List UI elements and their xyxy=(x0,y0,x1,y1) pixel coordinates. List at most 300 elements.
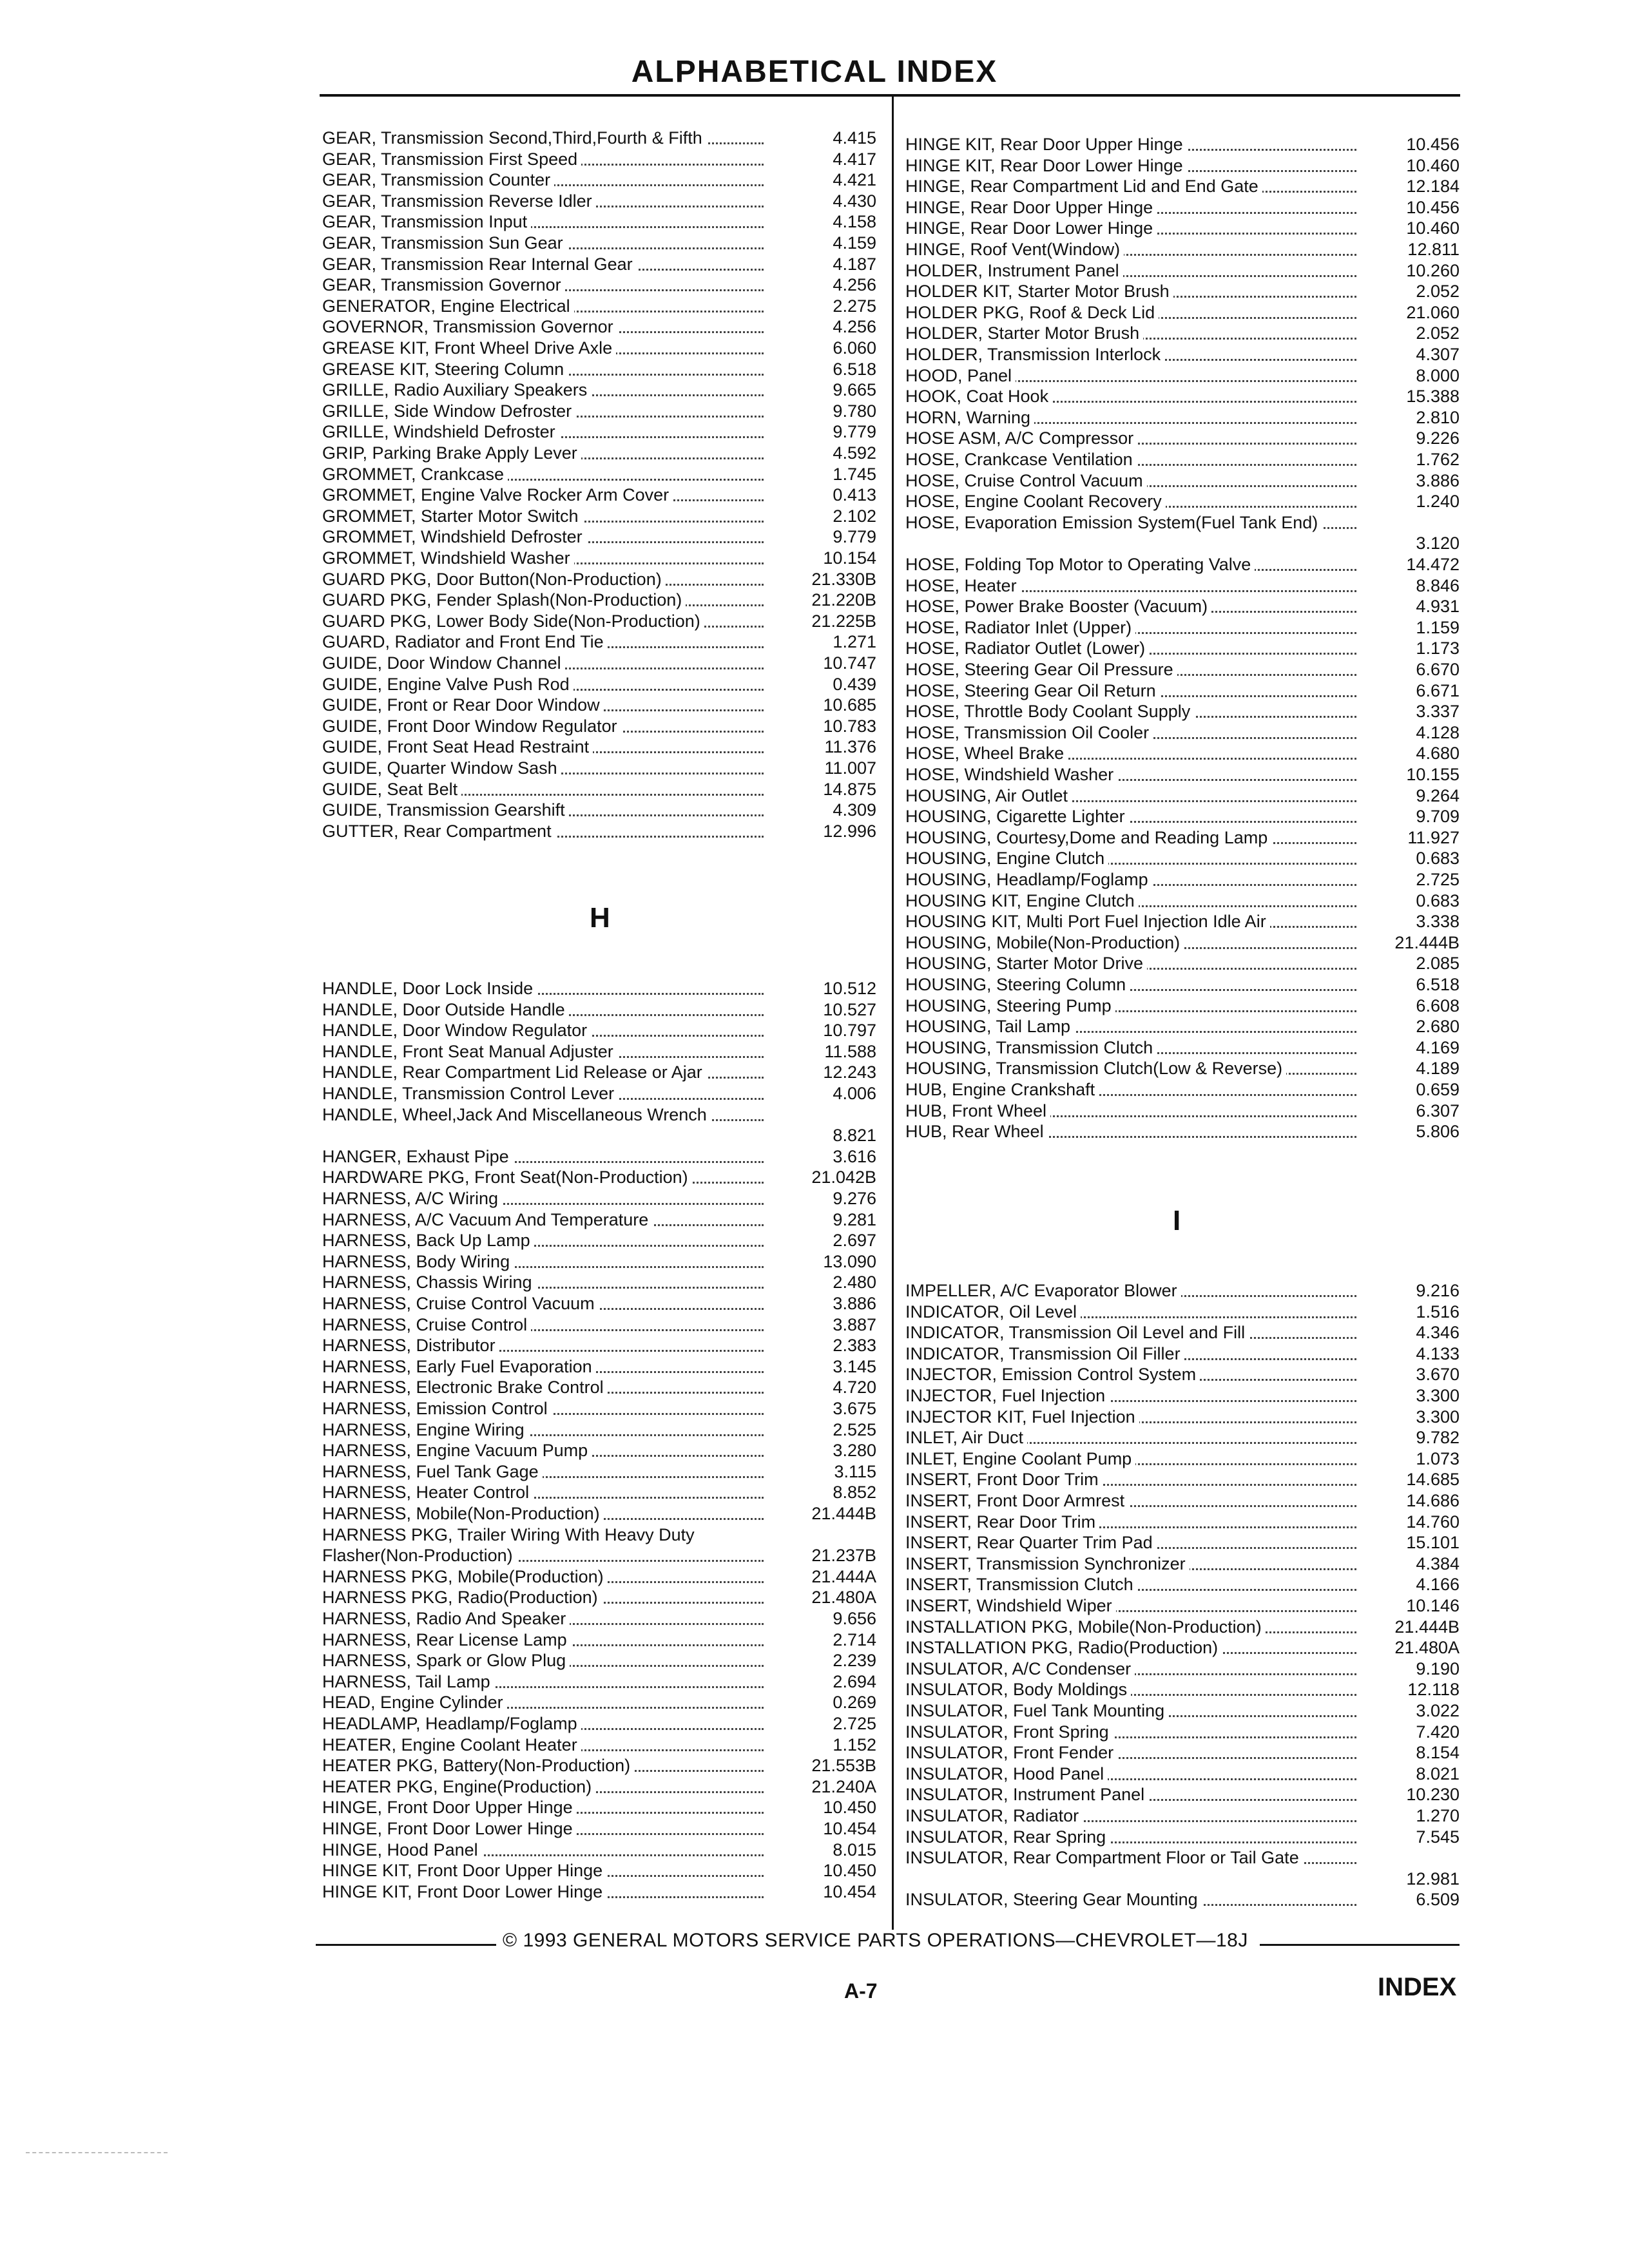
index-entry-name xyxy=(322,1020,764,1041)
index-entry-page: 2.694 xyxy=(833,1671,876,1691)
index-entry-page: 6.060 xyxy=(833,338,876,358)
index-entry-page: 10.456 xyxy=(1406,197,1460,217)
index-entry-text: GUIDE, Engine Valve Push Rod xyxy=(322,675,574,694)
index-entry-text: HARNESS, Mobile(Non-Production) xyxy=(322,1504,604,1523)
index-entry-name xyxy=(322,169,764,190)
index-entry-name xyxy=(322,1587,764,1608)
index-entry-page: 4.128 xyxy=(1416,722,1460,742)
index-entry-text: GEAR, Transmission Sun Gear xyxy=(322,233,567,253)
index-entry-name xyxy=(905,302,1356,323)
index-entry-name xyxy=(905,764,1356,785)
index-entry-text: GUIDE, Front Seat Head Restraint xyxy=(322,737,593,756)
index-entry-page: 10.783 xyxy=(823,716,876,736)
index-entry-text: HOUSING, Steering Column xyxy=(905,975,1130,994)
index-entry-name xyxy=(322,1840,764,1860)
index-entry-text: HOSE, Evaporation Emission System(Fuel Tank End) xyxy=(905,513,1322,532)
index-entry-name xyxy=(905,1532,1356,1553)
index-entry-name xyxy=(905,1700,1356,1721)
index-entry-page: 7.545 xyxy=(1416,1827,1460,1847)
index-entry-page: 4.384 xyxy=(1416,1553,1460,1573)
index-entry-page: 6.671 xyxy=(1416,680,1460,700)
index-entry-page: 9.709 xyxy=(1416,807,1460,827)
index-entry-name xyxy=(905,953,1356,974)
index-entry-name xyxy=(322,359,764,380)
index-entry-page: 1.745 xyxy=(833,464,876,484)
index-entry-name xyxy=(322,1692,764,1713)
index-entry-text: HOSE, Throttle Body Coolant Supply xyxy=(905,702,1194,721)
index-entry-name xyxy=(322,611,764,631)
index-entry-page: 11.007 xyxy=(824,758,876,778)
index-entry-name xyxy=(322,1629,764,1650)
index-entry-text: HARNESS, Engine Vacuum Pump xyxy=(322,1441,592,1460)
index-entry-name xyxy=(322,254,764,274)
index-entry-text: HOSE, Heater xyxy=(905,576,1021,595)
index-entry-name xyxy=(905,1722,1356,1742)
index-entry-name xyxy=(322,443,764,463)
index-entry-page: 13.090 xyxy=(823,1251,876,1271)
index-entry-page: 14.685 xyxy=(1406,1470,1460,1490)
index-entry-name xyxy=(905,1847,1356,1868)
index-entry-text: HARNESS, A/C Wiring xyxy=(322,1189,502,1208)
index-entry-text: HOSE, Steering Gear Oil Return xyxy=(905,681,1160,700)
index-entry-text: HUB, Engine Crankshaft xyxy=(905,1080,1099,1099)
index-entry-text: HARNESS, Distributor xyxy=(322,1336,499,1355)
index-entry-text: HANDLE, Wheel,Jack And Miscellaneous Wrench xyxy=(322,1105,711,1124)
index-entry-text: HOUSING, Air Outlet xyxy=(905,786,1072,805)
index-entry-text: HARNESS, Early Fuel Evaporation xyxy=(322,1357,596,1376)
index-entry-name xyxy=(322,653,764,673)
index-entry-text: INSULATOR, Front Spring xyxy=(905,1722,1113,1742)
index-entry-name xyxy=(905,218,1356,238)
index-entry-name xyxy=(905,575,1356,596)
index-entry-name xyxy=(905,1079,1356,1100)
index-entry-name xyxy=(905,911,1356,932)
index-entry-page: 21.444B xyxy=(1394,932,1460,952)
index-entry-text: HOSE, Wheel Brake xyxy=(905,744,1068,763)
index-entry xyxy=(322,1524,876,1566)
index-entry-name xyxy=(322,1356,764,1377)
index-entry-text: HARNESS, Body Wiring xyxy=(322,1252,514,1271)
index-entry-page: 12.996 xyxy=(823,821,876,841)
index-entry-page: 3.616 xyxy=(833,1146,876,1166)
index-entry-page: 2.697 xyxy=(833,1231,876,1251)
index-entry-page: 21.444A xyxy=(811,1566,876,1586)
index-entry-text: HOSE, Windshield Washer xyxy=(905,765,1117,784)
index-entry-name xyxy=(905,1763,1356,1784)
index-entry-name xyxy=(322,631,764,652)
index-entry-text: GUARD PKG, Lower Body Side(Non-Production) xyxy=(322,611,704,631)
index-entry-name xyxy=(322,674,764,695)
index-entry-page: 4.133 xyxy=(1416,1343,1460,1363)
index-entry-page: 15.388 xyxy=(1406,387,1460,407)
index-entry-text: HOSE, Folding Top Motor to Operating Valve xyxy=(905,555,1255,574)
index-entry-text: GUIDE, Transmission Gearshift xyxy=(322,800,569,820)
index-entry-name xyxy=(322,274,764,295)
index-entry-text: HINGE KIT, Rear Door Lower Hinge xyxy=(905,156,1187,175)
index-entry-text: GOVERNOR, Transmission Governor xyxy=(322,317,617,336)
index-entry-name xyxy=(905,512,1356,533)
index-entry-name xyxy=(322,1797,764,1818)
index-entry-text: INSERT, Transmission Clutch xyxy=(905,1575,1137,1594)
index-entry-text: HORN, Warning xyxy=(905,408,1034,427)
index-entry-page: 8.000 xyxy=(1416,365,1460,385)
index-entry-text: HINGE KIT, Rear Door Upper Hinge xyxy=(905,135,1187,154)
footer-copyright: © 1993 GENERAL MOTORS SERVICE PARTS OPERATIONS—CHEVROLET—18J xyxy=(503,1930,1248,1951)
index-entry-text: INSERT, Rear Door Trim xyxy=(905,1512,1099,1532)
index-entry-page: 8.154 xyxy=(1416,1743,1460,1763)
index-entry-name xyxy=(322,211,764,232)
index-entry-page: 10.460 xyxy=(1406,218,1460,238)
index-entry-text: HOLDER KIT, Starter Motor Brush xyxy=(905,282,1173,301)
index-entry-name xyxy=(905,1385,1356,1406)
index-entry-page: 3.886 xyxy=(833,1294,876,1313)
index-entry-name xyxy=(322,1713,764,1734)
index-entry-name xyxy=(322,736,764,757)
index-entry-text: GRILLE, Windshield Defroster xyxy=(322,422,559,441)
index-entry-page: 14.686 xyxy=(1406,1491,1460,1510)
index-entry-name xyxy=(322,1335,764,1356)
index-entry-name xyxy=(905,1427,1356,1448)
index-entry xyxy=(905,1847,1460,1889)
index-entry-name xyxy=(322,716,764,736)
index-entry-text: HOOK, Coat Hook xyxy=(905,387,1052,406)
index-entry-text: HARNESS, Tail Lamp xyxy=(322,1672,494,1691)
index-entry-page: 3.120 xyxy=(1416,533,1460,553)
index-entry-text: GROMMET, Crankcase xyxy=(322,465,508,484)
index-entry-page: 1.762 xyxy=(1416,450,1460,469)
index-entry-page: 3.337 xyxy=(1416,702,1460,722)
index-entry-page: 4.430 xyxy=(833,191,876,211)
index-entry-page: 3.280 xyxy=(833,1441,876,1461)
index-entry-name xyxy=(905,1658,1356,1679)
index-entry-name xyxy=(905,1595,1356,1616)
index-entry-page: 3.338 xyxy=(1416,912,1460,932)
index-entry-name xyxy=(322,380,764,400)
index-entry-text: INDICATOR, Transmission Oil Level and Fill xyxy=(905,1323,1249,1342)
index-entry-name xyxy=(322,1482,764,1503)
index-entry-text: HOLDER PKG, Roof & Deck Lid xyxy=(905,303,1159,322)
index-entry-page: 10.155 xyxy=(1406,765,1460,784)
index-entry-name xyxy=(322,695,764,715)
index-entry-page: 12.981 xyxy=(1406,1869,1460,1888)
index-entry-text: HOLDER, Transmission Interlock xyxy=(905,345,1164,364)
index-entry-page: 1.516 xyxy=(1416,1302,1460,1321)
index-entry-page: 2.725 xyxy=(1416,870,1460,889)
index-entry-name xyxy=(322,1272,764,1293)
index-entry-page: 2.810 xyxy=(1416,407,1460,427)
index-entry-name xyxy=(322,999,764,1020)
footer-rule-left xyxy=(316,1944,496,1946)
index-entry-text: HOOD, Panel xyxy=(905,366,1016,385)
index-entry-name xyxy=(905,554,1356,575)
index-entry-text: IMPELLER, A/C Evaporator Blower xyxy=(905,1281,1181,1300)
index-entry-page: 9.226 xyxy=(1416,428,1460,448)
index-entry-page: 1.152 xyxy=(833,1735,876,1754)
index-entry-name xyxy=(905,701,1356,722)
index-entry-text: HOSE, Radiator Outlet (Lower) xyxy=(905,639,1149,658)
index-entry-page: 1.159 xyxy=(1416,617,1460,637)
index-entry-text: GUIDE, Front or Rear Door Window xyxy=(322,695,604,715)
index-entry-name xyxy=(322,485,764,505)
index-entry-page: 4.421 xyxy=(833,170,876,190)
index-entry-name xyxy=(322,1461,764,1482)
index-entry-text: INSULATOR, Radiator xyxy=(905,1806,1083,1825)
index-entry-page: 0.269 xyxy=(833,1693,876,1713)
index-entry-text: INSTALLATION PKG, Radio(Production) xyxy=(905,1638,1222,1657)
index-entry-page: 15.101 xyxy=(1406,1533,1460,1553)
index-entry-name xyxy=(905,344,1356,365)
index-entry-page: 6.608 xyxy=(1416,995,1460,1015)
index-entry-name xyxy=(322,1377,764,1398)
index-entry-text: INLET, Air Duct xyxy=(905,1428,1027,1447)
index-entry-text: GROMMET, Engine Valve Rocker Arm Cover xyxy=(322,485,673,505)
index-entry-text: INSERT, Front Door Trim xyxy=(905,1470,1103,1489)
index-entry-text: HANDLE, Door Outside Handle xyxy=(322,1000,569,1019)
index-entry-page: 6.670 xyxy=(1416,660,1460,679)
index-entry-text: HANDLE, Door Lock Inside xyxy=(322,979,537,998)
index-entry-page: 6.518 xyxy=(1416,975,1460,994)
page-title: ALPHABETICAL INDEX xyxy=(631,55,998,89)
index-entry-text: HANDLE, Rear Compartment Lid Release or Ajar xyxy=(322,1062,706,1082)
index-entry-text: HINGE KIT, Front Door Lower Hinge xyxy=(322,1882,606,1901)
index-entry-page: 6.307 xyxy=(1416,1100,1460,1120)
index-entry-page: 6.518 xyxy=(833,359,876,379)
index-entry-text: HEAD, Engine Cylinder xyxy=(322,1693,507,1712)
index-entry-name xyxy=(322,1419,764,1440)
index-entry-page: 1.270 xyxy=(1416,1806,1460,1825)
index-entry-text: HOSE, Steering Gear Oil Pressure xyxy=(905,660,1177,679)
index-entry-name xyxy=(905,1407,1356,1427)
index-entry-text: HARNESS, Heater Control xyxy=(322,1483,533,1502)
index-entry-text: INSULATOR, Front Fender xyxy=(905,1743,1117,1762)
index-entry-text: GUARD, Radiator and Front End Tie xyxy=(322,632,608,651)
index-entry-text: HEATER, Engine Coolant Heater xyxy=(322,1735,581,1754)
index-entry-name xyxy=(905,596,1356,617)
index-entry-name xyxy=(322,1440,764,1461)
index-entry-text: INSULATOR, Fuel Tank Mounting xyxy=(905,1701,1168,1720)
index-entry-page: 3.300 xyxy=(1416,1407,1460,1427)
index-entry-name xyxy=(905,1553,1356,1574)
index-entry-text: HEATER PKG, Engine(Production) xyxy=(322,1777,595,1796)
index-entry-text: INLET, Engine Coolant Pump xyxy=(905,1449,1135,1468)
index-entry-page: 10.260 xyxy=(1406,260,1460,280)
page-number: A-7 xyxy=(844,1979,878,2003)
index-entry-page: 8.821 xyxy=(833,1126,876,1146)
index-entry-name xyxy=(322,1566,764,1587)
index-entry-name xyxy=(322,464,764,485)
index-entry-name xyxy=(322,1503,764,1524)
index-entry-text: HOUSING, Tail Lamp xyxy=(905,1017,1074,1036)
index-entry-text: HOUSING, Mobile(Non-Production) xyxy=(905,933,1184,952)
index-entry-name xyxy=(322,821,764,841)
index-entry-text: INSULATOR, Hood Panel xyxy=(905,1764,1108,1783)
index-entry-text: GUIDE, Door Window Channel xyxy=(322,653,565,673)
index-entry-page: 9.782 xyxy=(1416,1428,1460,1448)
index-entry-page: 10.230 xyxy=(1406,1785,1460,1805)
index-entry-text: HARNESS, Chassis Wiring xyxy=(322,1273,536,1292)
index-entry-name xyxy=(905,617,1356,638)
index-entry-page: 11.376 xyxy=(824,737,876,757)
index-entry-page: 10.456 xyxy=(1406,135,1460,154)
index-entry-text: HINGE, Roof Vent(Window) xyxy=(905,240,1124,259)
index-entry-name xyxy=(905,806,1356,827)
index-entry-page: 9.190 xyxy=(1416,1658,1460,1678)
index-entry-name xyxy=(905,1448,1356,1469)
index-entry-text: HUB, Front Wheel xyxy=(905,1101,1050,1120)
index-entry-page: 14.875 xyxy=(823,779,876,799)
index-entry-page: 2.480 xyxy=(833,1273,876,1293)
index-entry-name xyxy=(905,176,1356,197)
index-entry-name xyxy=(322,233,764,253)
index-entry-page: 2.052 xyxy=(1416,323,1460,343)
index-entry-name xyxy=(905,407,1356,428)
index-entry-name xyxy=(322,296,764,316)
index-entry-page: 0.659 xyxy=(1416,1080,1460,1099)
index-entry-page: 1.271 xyxy=(833,632,876,652)
index-entry-page: 14.760 xyxy=(1406,1512,1460,1532)
index-entry-text: HOSE, Transmission Oil Cooler xyxy=(905,723,1153,742)
index-entry-page: 10.146 xyxy=(1406,1596,1460,1615)
index-entry-text: HOLDER, Starter Motor Brush xyxy=(905,323,1143,343)
index-entry-text: HOUSING, Transmission Clutch(Low & Reverse) xyxy=(905,1059,1286,1078)
index-entry-name xyxy=(322,421,764,442)
index-entry-text: HOUSING KIT, Multi Port Fuel Injection Idle Air xyxy=(905,912,1270,931)
index-entry-page: 3.145 xyxy=(833,1356,876,1376)
index-entry-name xyxy=(905,1037,1356,1058)
index-entry-name xyxy=(322,1314,764,1335)
index-entry-text: HANGER, Exhaust Pipe xyxy=(322,1147,513,1166)
index-entry-page: 0.683 xyxy=(1416,849,1460,869)
index-entry-text: INDICATOR, Oil Level xyxy=(905,1302,1081,1321)
index-entry-page: 11.588 xyxy=(824,1041,876,1061)
index-entry-page: 9.216 xyxy=(1416,1281,1460,1300)
index-entry-text: INSULATOR, A/C Condenser xyxy=(905,1659,1135,1678)
index-entry-page: 10.512 xyxy=(823,979,876,998)
index-entry-page: 10.685 xyxy=(823,695,876,715)
index-entry-name xyxy=(905,449,1356,470)
index-entry-text: GREASE KIT, Front Wheel Drive Axle xyxy=(322,338,616,358)
index-entry-page: 8.021 xyxy=(1416,1763,1460,1783)
index-entry-text: INSERT, Front Door Armrest xyxy=(905,1491,1128,1510)
index-entry-page: 5.806 xyxy=(1416,1122,1460,1142)
index-entry-text: HARNESS PKG, Mobile(Production) xyxy=(322,1567,608,1586)
index-entry-text: GREASE KIT, Steering Column xyxy=(322,360,568,379)
index-entry-name xyxy=(905,1121,1356,1142)
index-entry-page: 10.154 xyxy=(823,548,876,568)
index-entry-page: 8.852 xyxy=(833,1483,876,1503)
index-entry-text: HOUSING, Cigarette Lighter xyxy=(905,807,1129,826)
index-entry-name xyxy=(905,1679,1356,1700)
index-entry-name xyxy=(905,491,1356,512)
index-entry-name xyxy=(322,1524,764,1566)
index-entry-name xyxy=(905,239,1356,260)
index-entry-page: 3.022 xyxy=(1416,1701,1460,1720)
index-entry-name xyxy=(905,638,1356,658)
index-entry-text: HARNESS PKG, Trailer Wiring With Heavy Duty Flasher(Non-Production) xyxy=(322,1524,695,1565)
index-entry-text: HOSE ASM, A/C Compressor xyxy=(905,428,1137,448)
index-entry-name xyxy=(905,722,1356,743)
index-entry-text: HOSE, Engine Coolant Recovery xyxy=(905,492,1166,511)
index-entry-page: 4.680 xyxy=(1416,744,1460,764)
index-entry-page: 14.472 xyxy=(1406,555,1460,574)
index-entry-text: INSERT, Transmission Synchronizer xyxy=(905,1554,1190,1573)
index-entry-page: 2.714 xyxy=(833,1629,876,1649)
index-entry-name xyxy=(905,1490,1356,1511)
index-entry-text: HINGE, Rear Compartment Lid and End Gate xyxy=(905,177,1262,196)
index-entry-name xyxy=(905,1784,1356,1805)
index-entry-name xyxy=(905,869,1356,890)
index-entry-page: 4.720 xyxy=(833,1378,876,1398)
index-entry-text: INSULATOR, Steering Gear Mounting xyxy=(905,1890,1202,1909)
index-entry-page: 0.439 xyxy=(833,674,876,694)
footer-rule-right xyxy=(1260,1944,1460,1946)
index-entry-page: 9.276 xyxy=(833,1189,876,1208)
index-entry-text: GEAR, Transmission Governor xyxy=(322,275,565,294)
index-entry-name xyxy=(322,338,764,358)
index-entry-text: HANDLE, Door Window Regulator xyxy=(322,1021,591,1040)
index-entry-name xyxy=(905,1058,1356,1079)
index-entry-name xyxy=(905,1280,1356,1301)
index-entry-text: GUIDE, Seat Belt xyxy=(322,780,461,799)
index-entry-page: 2.725 xyxy=(833,1714,876,1733)
index-entry-text: INJECTOR, Emission Control System xyxy=(905,1365,1200,1384)
index-entry-text: HOSE, Radiator Inlet (Upper) xyxy=(905,618,1135,637)
index-entry-text: HARNESS, Radio And Speaker xyxy=(322,1609,570,1628)
index-entry-page: 4.307 xyxy=(1416,345,1460,364)
index-entry-text: HINGE, Rear Door Upper Hinge xyxy=(905,198,1157,217)
index-entry-text: HOUSING, Starter Motor Drive xyxy=(905,954,1147,973)
index-entry-text: HOUSING, Transmission Clutch xyxy=(905,1038,1157,1057)
index-entry-page: 21.042B xyxy=(811,1168,876,1187)
index-entry-page: 10.454 xyxy=(823,1819,876,1838)
index-entry-page: 21.240A xyxy=(811,1776,876,1796)
index-entry-page: 21.444B xyxy=(811,1504,876,1523)
section-heading: I xyxy=(1173,1205,1181,1236)
index-entry-text: HINGE, Front Door Upper Hinge xyxy=(322,1798,577,1817)
index-entry-text: HINGE, Front Door Lower Hinge xyxy=(322,1819,577,1838)
index-entry-text: HARNESS, A/C Vacuum And Temperature xyxy=(322,1210,652,1229)
index-entry-page: 4.189 xyxy=(1416,1059,1460,1079)
index-entry-name xyxy=(322,1293,764,1314)
index-entry-page: 3.675 xyxy=(833,1399,876,1418)
index-entry-name xyxy=(905,428,1356,448)
index-entry-text: INJECTOR KIT, Fuel Injection xyxy=(905,1407,1139,1427)
index-entry xyxy=(905,512,1460,554)
index-entry-text: HINGE KIT, Front Door Upper Hinge xyxy=(322,1861,606,1880)
index-entry-text: INSTALLATION PKG, Mobile(Non-Production) xyxy=(905,1617,1266,1637)
index-entry-text: HOUSING, Engine Clutch xyxy=(905,849,1108,868)
index-entry-name xyxy=(905,197,1356,218)
index-entry-name xyxy=(905,827,1356,848)
index-entry-name xyxy=(322,758,764,778)
index-entry-page: 10.450 xyxy=(823,1861,876,1881)
index-entry-page: 8.015 xyxy=(833,1840,876,1860)
index-entry-text: INSERT, Windshield Wiper xyxy=(905,1596,1116,1615)
index-entry-text: GEAR, Transmission Reverse Idler xyxy=(322,191,596,211)
index-entry-text: GUARD PKG, Fender Splash(Non-Production) xyxy=(322,590,686,610)
index-entry-name xyxy=(905,365,1356,386)
index-entry-page: 1.173 xyxy=(1416,639,1460,658)
index-entry-text: HOLDER, Instrument Panel xyxy=(905,261,1123,280)
index-entry-page: 3.886 xyxy=(1416,470,1460,490)
index-entry-name xyxy=(322,1230,764,1251)
index-entry-page: 6.509 xyxy=(1416,1890,1460,1910)
index-entry-text: INSULATOR, Rear Spring xyxy=(905,1827,1110,1847)
index-entry-text: HARNESS, Engine Wiring xyxy=(322,1420,528,1439)
index-entry-name xyxy=(905,974,1356,995)
index-entry-text: INSULATOR, Body Moldings xyxy=(905,1680,1131,1699)
index-entry-page: 0.683 xyxy=(1416,890,1460,910)
